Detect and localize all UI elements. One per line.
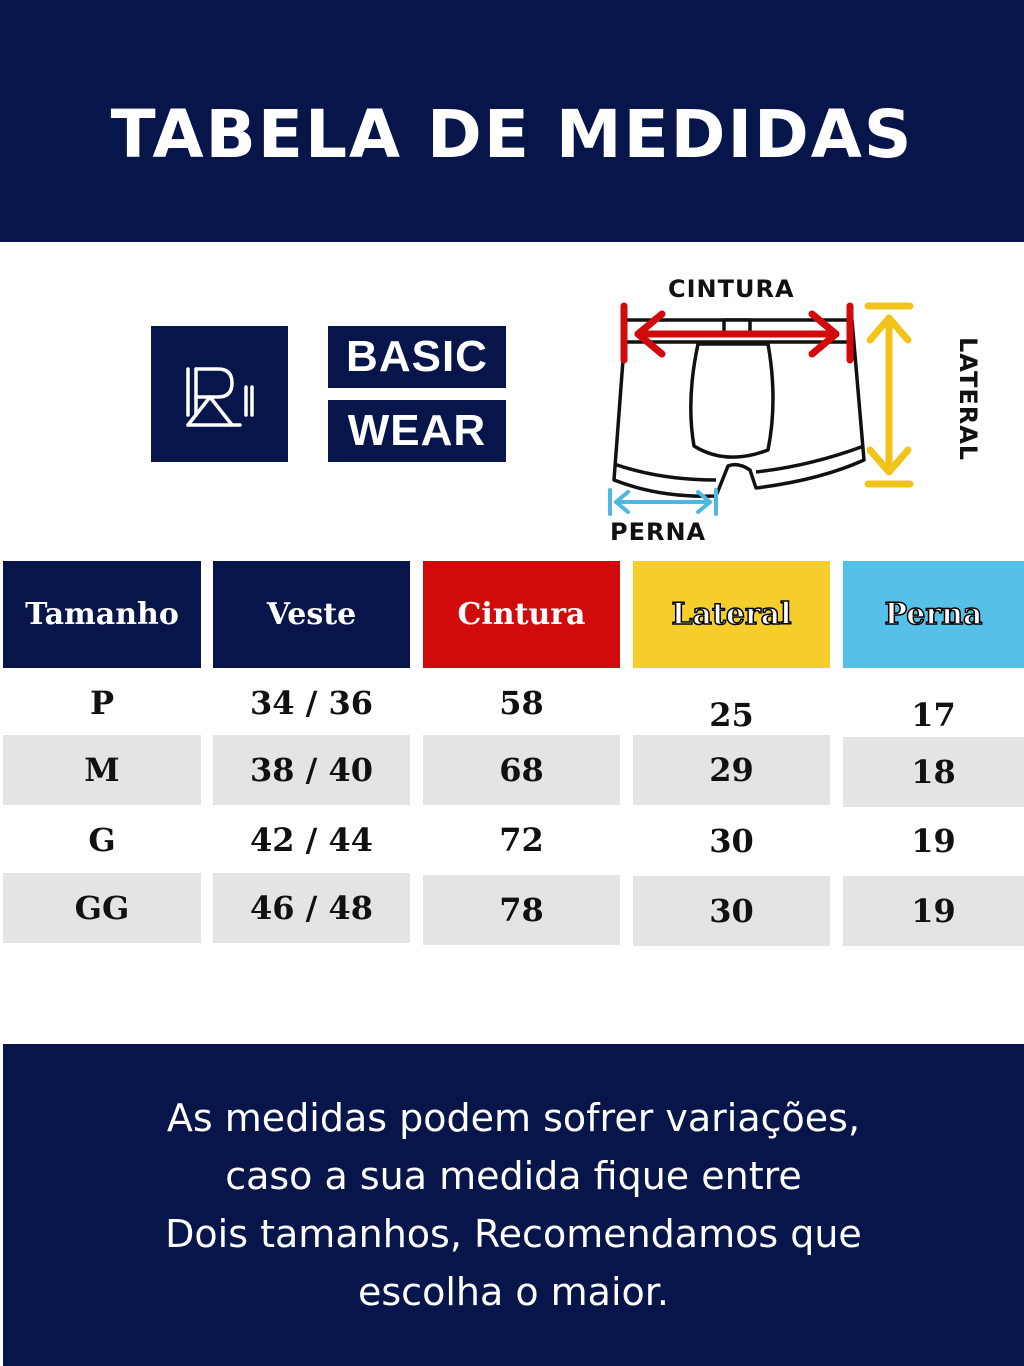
disclaimer-text bbox=[114, 1089, 914, 1321]
leg-label: PERNA bbox=[610, 518, 707, 546]
table-cell: 19 bbox=[843, 876, 1024, 946]
disclaimer-line: escolha o maior. bbox=[358, 1270, 669, 1314]
brand-name-wear: WEAR bbox=[328, 400, 506, 462]
table-cell: 30 bbox=[709, 822, 754, 860]
brand-name-basic: BASIC bbox=[328, 326, 506, 388]
table-cell: 58 bbox=[499, 684, 544, 722]
page-title: TABELA DE MEDIDAS bbox=[110, 95, 914, 173]
table-cell: 46 / 48 bbox=[213, 873, 410, 943]
table-cell: 38 / 40 bbox=[213, 735, 410, 805]
header-waist: Cintura bbox=[423, 561, 620, 668]
table-cell: 30 bbox=[633, 876, 830, 946]
header-size: Tamanho bbox=[3, 561, 201, 668]
table-cell: 72 bbox=[499, 821, 544, 859]
table-cell: 18 bbox=[843, 737, 1024, 807]
brand-logo bbox=[151, 326, 288, 462]
table-cell: M bbox=[3, 735, 201, 805]
header-side: Lateral bbox=[633, 561, 830, 668]
table-cell: 68 bbox=[423, 735, 620, 805]
table-cell: 19 bbox=[911, 822, 956, 860]
table-cell: GG bbox=[3, 873, 201, 943]
disclaimer-line: caso a sua medida fique entre bbox=[225, 1154, 802, 1198]
header-banner bbox=[0, 0, 1024, 242]
side-label: LATERAL bbox=[954, 336, 983, 462]
waist-label: CINTURA bbox=[668, 275, 795, 303]
table-cell: 42 / 44 bbox=[249, 821, 374, 859]
table-cell: G bbox=[88, 821, 116, 859]
table-cell: 25 bbox=[709, 696, 754, 734]
table-cell: P bbox=[89, 684, 115, 722]
side-arrow-icon bbox=[868, 306, 910, 484]
disclaimer-line: As medidas podem sofrer variações, bbox=[166, 1096, 861, 1140]
header-leg: Perna bbox=[843, 561, 1024, 668]
table-cell: 34 / 36 bbox=[249, 684, 374, 722]
brand-monogram-icon bbox=[180, 359, 260, 429]
underwear-measurement-diagram bbox=[600, 270, 960, 555]
table-cell: 29 bbox=[633, 735, 830, 805]
disclaimer-banner bbox=[3, 1044, 1024, 1366]
table-cell: 17 bbox=[911, 696, 956, 734]
disclaimer-line: Dois tamanhos, Recomendamos que bbox=[165, 1212, 862, 1256]
table-cell: 78 bbox=[423, 875, 620, 945]
header-clothing-size: Veste bbox=[213, 561, 410, 668]
